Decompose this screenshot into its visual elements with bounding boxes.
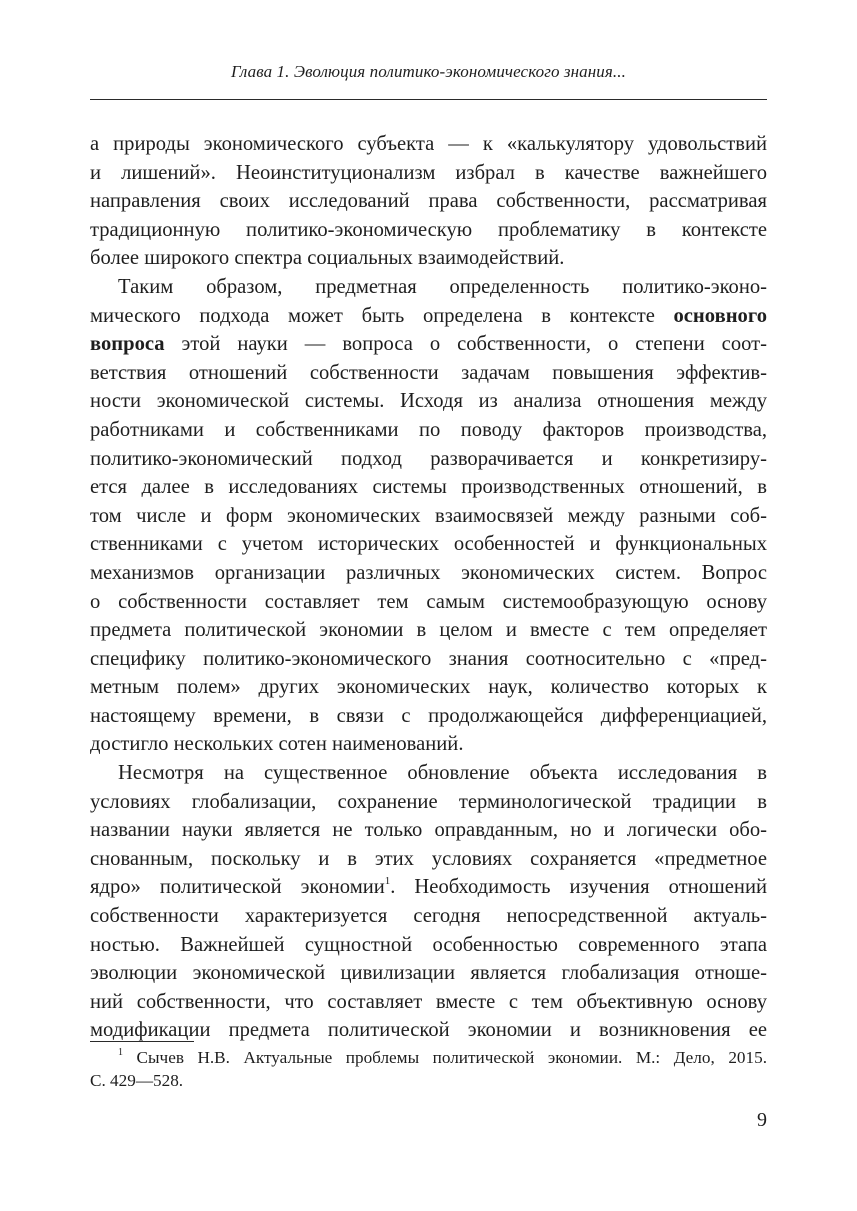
page-number: 9 [757,1109,767,1131]
running-head: Глава 1. Эволюция политико-экономического знания... [231,62,626,81]
text-line: ственниками с учетом исторических особенностей и функциональных [90,533,767,556]
text-line: политико-экономический подход разворачивается и конкретизиру- [90,447,767,470]
emphasis-term: основного [673,304,767,327]
text-line: специфику политико-экономического знания соотносительно с «пред- [90,647,767,670]
footnote-line [90,1046,767,1069]
text-line: ветствия отношений собственности задачам повышения эффектив- [90,361,767,384]
text-line: собственности характеризуется сегодня непосредственной актуаль- [90,905,767,928]
text-line: ется далее в исследованиях системы производственных отношений, в [90,476,767,499]
text-line [90,302,767,331]
footnote-text: Сычев Н.В. Актуальные проблемы политической экономии. М.: Дело, 2015. [123,1048,767,1067]
footnote [90,1046,767,1092]
footnote-divider [90,1041,194,1042]
text-line: ностью. Важнейшей сущностной особенностью современного этапа [90,933,767,956]
text-run: ядро» политической экономии [90,876,385,899]
text-line: эволюции экономической цивилизации является глобализация отноше- [90,962,767,985]
text-line: достигло нескольких сотен наименований. [90,733,464,756]
text-line [90,330,767,359]
text-line: более широкого спектра социальных взаимодействий. [90,247,565,270]
text-line: работниками и собственниками по поводу факторов производства, [90,418,767,441]
text-line: механизмов организации различных экономических систем. Вопрос [90,561,767,584]
text-line: о собственности составляет тем самым системообразующую основу [90,590,767,613]
text-line: названии науки является не только оправданным, но и логически обо- [90,819,767,842]
text-run: мического подхода может быть определена в контексте [90,304,674,327]
text-line: ности экономической системы. Исходя из анализа отношения между [90,390,767,413]
text-line: ний собственности, что составляет вместе с тем объективную основу [90,990,767,1013]
footnote-marker: 1 [118,1047,123,1059]
text-line: метным полем» других экономических наук, количество которых к [90,676,767,699]
header-divider [90,99,767,100]
text-line: условиях глобализации, сохранение терминологической традиции в [90,790,767,813]
text-line: модификации предмета политической экономии и возникновения ее [90,1019,767,1042]
text-line: направления своих исследований права собственности, рассматривая [90,190,767,213]
text-line: традиционную политико-экономическую проблематику в контексте [90,218,767,241]
text-run: этой науки — вопроса о собственности, о степени соот- [164,333,767,356]
body-text [90,130,767,1045]
text-line: настоящему времени, в связи с продолжающейся дифференциацией, [90,704,767,727]
emphasis-term: вопроса [90,333,165,356]
text-line: и лишений». Неоинституционализм избрал в качестве важнейшего [90,161,767,184]
text-line: снованным, поскольку и в этих условиях сохраняется «предметное [90,847,767,870]
text-line: Несмотря на существенное обновление объекта исследования в [118,762,767,785]
text-line: том числе и форм экономических взаимосвязей между разными соб- [90,504,767,527]
text-line: Таким образом, предметная определенность политико-эконо- [118,275,767,298]
text-line [90,873,767,902]
text-line: а природы экономического субъекта — к «калькулятору удовольствий [90,133,767,155]
footnote-line: С. 429—528. [90,1071,184,1090]
text-run: . Необходимость изучения отношений [390,876,767,899]
text-line: предмета политической экономии в целом и вместе с тем определяет [90,619,767,642]
footnote-reference[interactable]: 1 [384,874,391,887]
